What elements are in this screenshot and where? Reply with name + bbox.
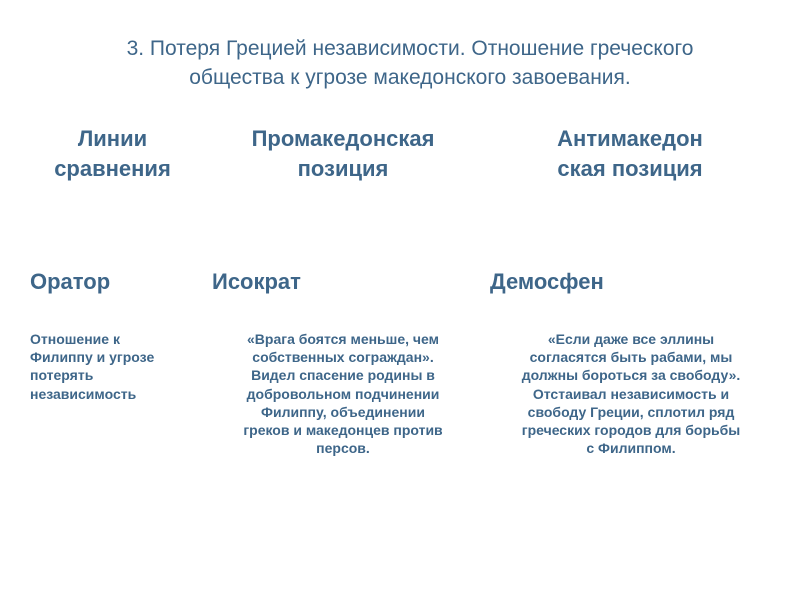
header-comparison-lines <box>30 124 195 184</box>
slide-title-line-1: 3. Потеря Грецией независимости. Отношение греческого <box>126 37 694 60</box>
header-comparison-lines-line-1: Линии <box>77 126 148 151</box>
cell-line: с Филиппом. <box>586 440 676 457</box>
cell-line: независимость <box>30 385 137 402</box>
cell-line: Филиппу, объединении <box>261 403 425 420</box>
cell-line: согласятся быть рабами, мы <box>529 349 733 366</box>
header-anti-macedonian-line-1: Антимакедон <box>557 126 703 151</box>
cell-line: свободу Греции, сплотил ряд <box>527 403 735 420</box>
cell-line: греков и македонцев против <box>243 422 443 439</box>
cell-line: добровольном подчинении <box>246 385 440 402</box>
header-anti-macedonian-line-2: ская позиция <box>557 156 703 181</box>
cell-line: Филиппу и угрозе <box>30 349 155 366</box>
header-pro-macedonian-line-1: Промакедонская <box>251 126 435 151</box>
orator-label: Оратор <box>30 269 111 294</box>
cell-line: «Врага боятся меньше, чем <box>247 331 439 347</box>
cell-line: «Если даже все эллины <box>547 331 715 347</box>
cell-line: потерять <box>30 367 94 384</box>
slide-title-line-2: общества к угрозе македонского завоевания. <box>189 66 631 89</box>
cell-line: Видел спасение родины в <box>251 367 435 384</box>
cell-line: Отношение к <box>30 331 120 347</box>
cell-isocrates-position <box>210 330 476 457</box>
header-pro-macedonian <box>218 124 468 184</box>
cell-line: персов. <box>316 440 370 457</box>
orator-demosthenes: Демосфен <box>490 269 604 294</box>
header-comparison-lines-line-2: сравнения <box>54 156 171 181</box>
cell-line: должны бороться за свободу». <box>521 367 741 384</box>
orator-isocrates: Исократ <box>212 269 301 294</box>
cell-line: Отстаивал независимость и <box>532 385 730 402</box>
cell-line: собственных сограждан». <box>252 349 434 366</box>
slide-title <box>30 34 790 92</box>
cell-attitude-criterion <box>30 330 195 403</box>
cell-demosthenes-position <box>486 330 776 457</box>
cell-line: греческих городов для борьбы <box>521 422 741 439</box>
header-anti-macedonian <box>500 124 760 184</box>
header-pro-macedonian-line-2: позиция <box>297 156 389 181</box>
